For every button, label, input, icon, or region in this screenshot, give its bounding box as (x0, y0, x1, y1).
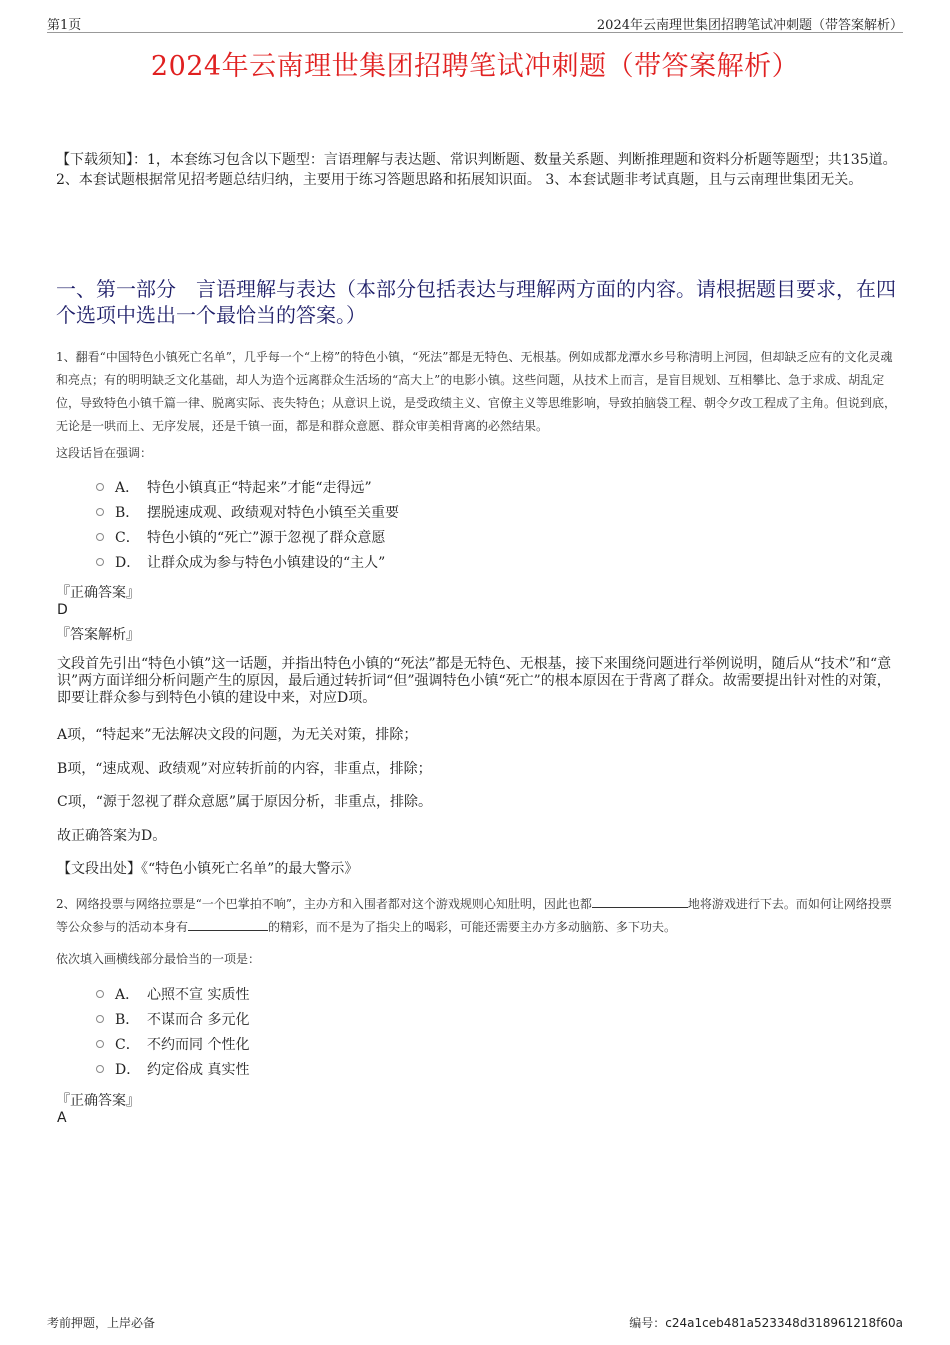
question-1-options (96, 474, 399, 574)
radio-icon[interactable] (96, 1065, 104, 1073)
question-1-analysis-label: 『答案解析』 (56, 627, 140, 643)
radio-icon[interactable] (96, 558, 104, 566)
question-2-option-b[interactable]: B． 不谋而合 多元化 (96, 1006, 249, 1031)
question-1-answer-label: 『正确答案』 (56, 585, 140, 601)
question-2-option-c[interactable]: C． 不约而同 个性化 (96, 1031, 249, 1056)
question-1-answer: D (57, 602, 68, 618)
question-1-option-a[interactable]: A． 特色小镇真正“特起来”才能“走得远” (96, 474, 399, 499)
header-rule (47, 32, 903, 33)
radio-icon[interactable] (96, 990, 104, 998)
header-doc-title: 2024年云南理世集团招聘笔试冲刺题（带答案解析） (596, 18, 903, 33)
question-2-answer-label: 『正确答案』 (56, 1093, 140, 1109)
download-notice: 【下载须知】：1，本套练习包含以下题型：言语理解与表达题、常识判断题、数量关系题、判断推理题和资料分析题等题型；共135道。 2、本套试题根据常见招考题总结归纳，主要用于练习答题思路和拓展知识面。 3、本套试题非考试真题，且与云南理世集团无关。 (56, 152, 897, 188)
question-2-text: 2、网络投票与网络拉票是“一个巴掌拍不响”，主办方和入围者都对这个游戏规则心知肚明，因此也都 地将游戏进行下去。而如何让网络投票等公众参与的活动本身有 的精彩，而不是为了指尖上的喝彩，可能还需要主办方多动脑筋、多下功夫。 (56, 897, 892, 934)
question-1-conclusion: 故正确答案为D。 (57, 828, 167, 844)
question-2-prompt: 依次填入画横线部分最恰当的一项是： (56, 952, 261, 966)
question-1-analysis-main: 文段首先引出“特色小镇”这一话题，并指出特色小镇的“死法”都是无特色、无根基，接下来围绕问题进行举例说明，随后从“技术”和“意识”两方面详细分析问题产生的原因，最后通过转折词“但”强调特色小镇“死亡”的根本原因在于背离了群众。故需要提出针对性的对策，即要让群众参与到特色小镇的建设中来，对应D项。 (57, 656, 892, 706)
radio-icon[interactable] (96, 533, 104, 541)
question-2-option-d[interactable]: D． 约定俗成 真实性 (96, 1056, 249, 1081)
question-1-text: 1、翻看“中国特色小镇死亡名单”，几乎每一个“上榜”的特色小镇，“死法”都是无特色、无根基。例如成都龙潭水乡号称清明上河园，但却缺乏应有的文化灵魂和亮点；有的明明缺乏文化基础，却人为造个远离群众生活场的“高大上”的电影小镇。这些问题，从技术上而言，是盲目规划、互相攀比、急于求成、胡乱定位，导致特色小镇千篇一律、脱离实际、丧失特色；从意识上说，是受政绩主义、官僚主义等思维影响，导致拍脑袋工程、朝令夕改工程成了主角。但说到底，无论是一哄而上、无序发展，还是千镇一面，都是和群众意愿、群众审美相背离的必然结果。 (56, 350, 897, 433)
question-1-analysis-b: B项，“速成观、政绩观”对应转折前的内容，非重点，排除； (57, 761, 432, 777)
radio-icon[interactable] (96, 1040, 104, 1048)
question-1-option-b[interactable]: B． 摆脱速成观、政绩观对特色小镇至关重要 (96, 499, 399, 524)
radio-icon[interactable] (96, 483, 104, 491)
section-heading: 一、第一部分 言语理解与表达（本部分包括表达与理解两方面的内容。请根据题目要求，在四个选项中选出一个最恰当的答案。） (56, 277, 896, 327)
footer-code: 编号：c24a1ceb481a523348d318961218f60a (629, 1316, 903, 1330)
fill-blank-2 (188, 918, 268, 931)
fill-blank-1 (592, 895, 688, 908)
radio-icon[interactable] (96, 508, 104, 516)
question-2-options (96, 981, 249, 1081)
footer-slogan: 考前押题，上岸必备 (47, 1316, 156, 1330)
header-page-number: 第1页 (47, 18, 82, 33)
question-2-option-a[interactable]: A． 心照不宣 实质性 (96, 981, 249, 1006)
question-1-analysis-c: C项，“源于忽视了群众意愿”属于原因分析，非重点，排除。 (57, 794, 433, 810)
question-1-option-d[interactable]: D． 让群众成为参与特色小镇建设的“主人” (96, 549, 399, 574)
radio-icon[interactable] (96, 1015, 104, 1023)
page-title: 2024年云南理世集团招聘笔试冲刺题（带答案解析） (150, 51, 800, 82)
question-1-prompt: 这段话旨在强调： (56, 446, 153, 460)
question-1-option-c[interactable]: C． 特色小镇的“死亡”源于忽视了群众意愿 (96, 524, 399, 549)
question-1-analysis-a: A项，“特起来”无法解决文段的问题，为无关对策，排除； (57, 727, 418, 743)
question-2-answer: A (57, 1110, 67, 1126)
question-1-source: 【文段出处】《“特色小镇死亡名单”的最大警示》 (57, 861, 359, 877)
